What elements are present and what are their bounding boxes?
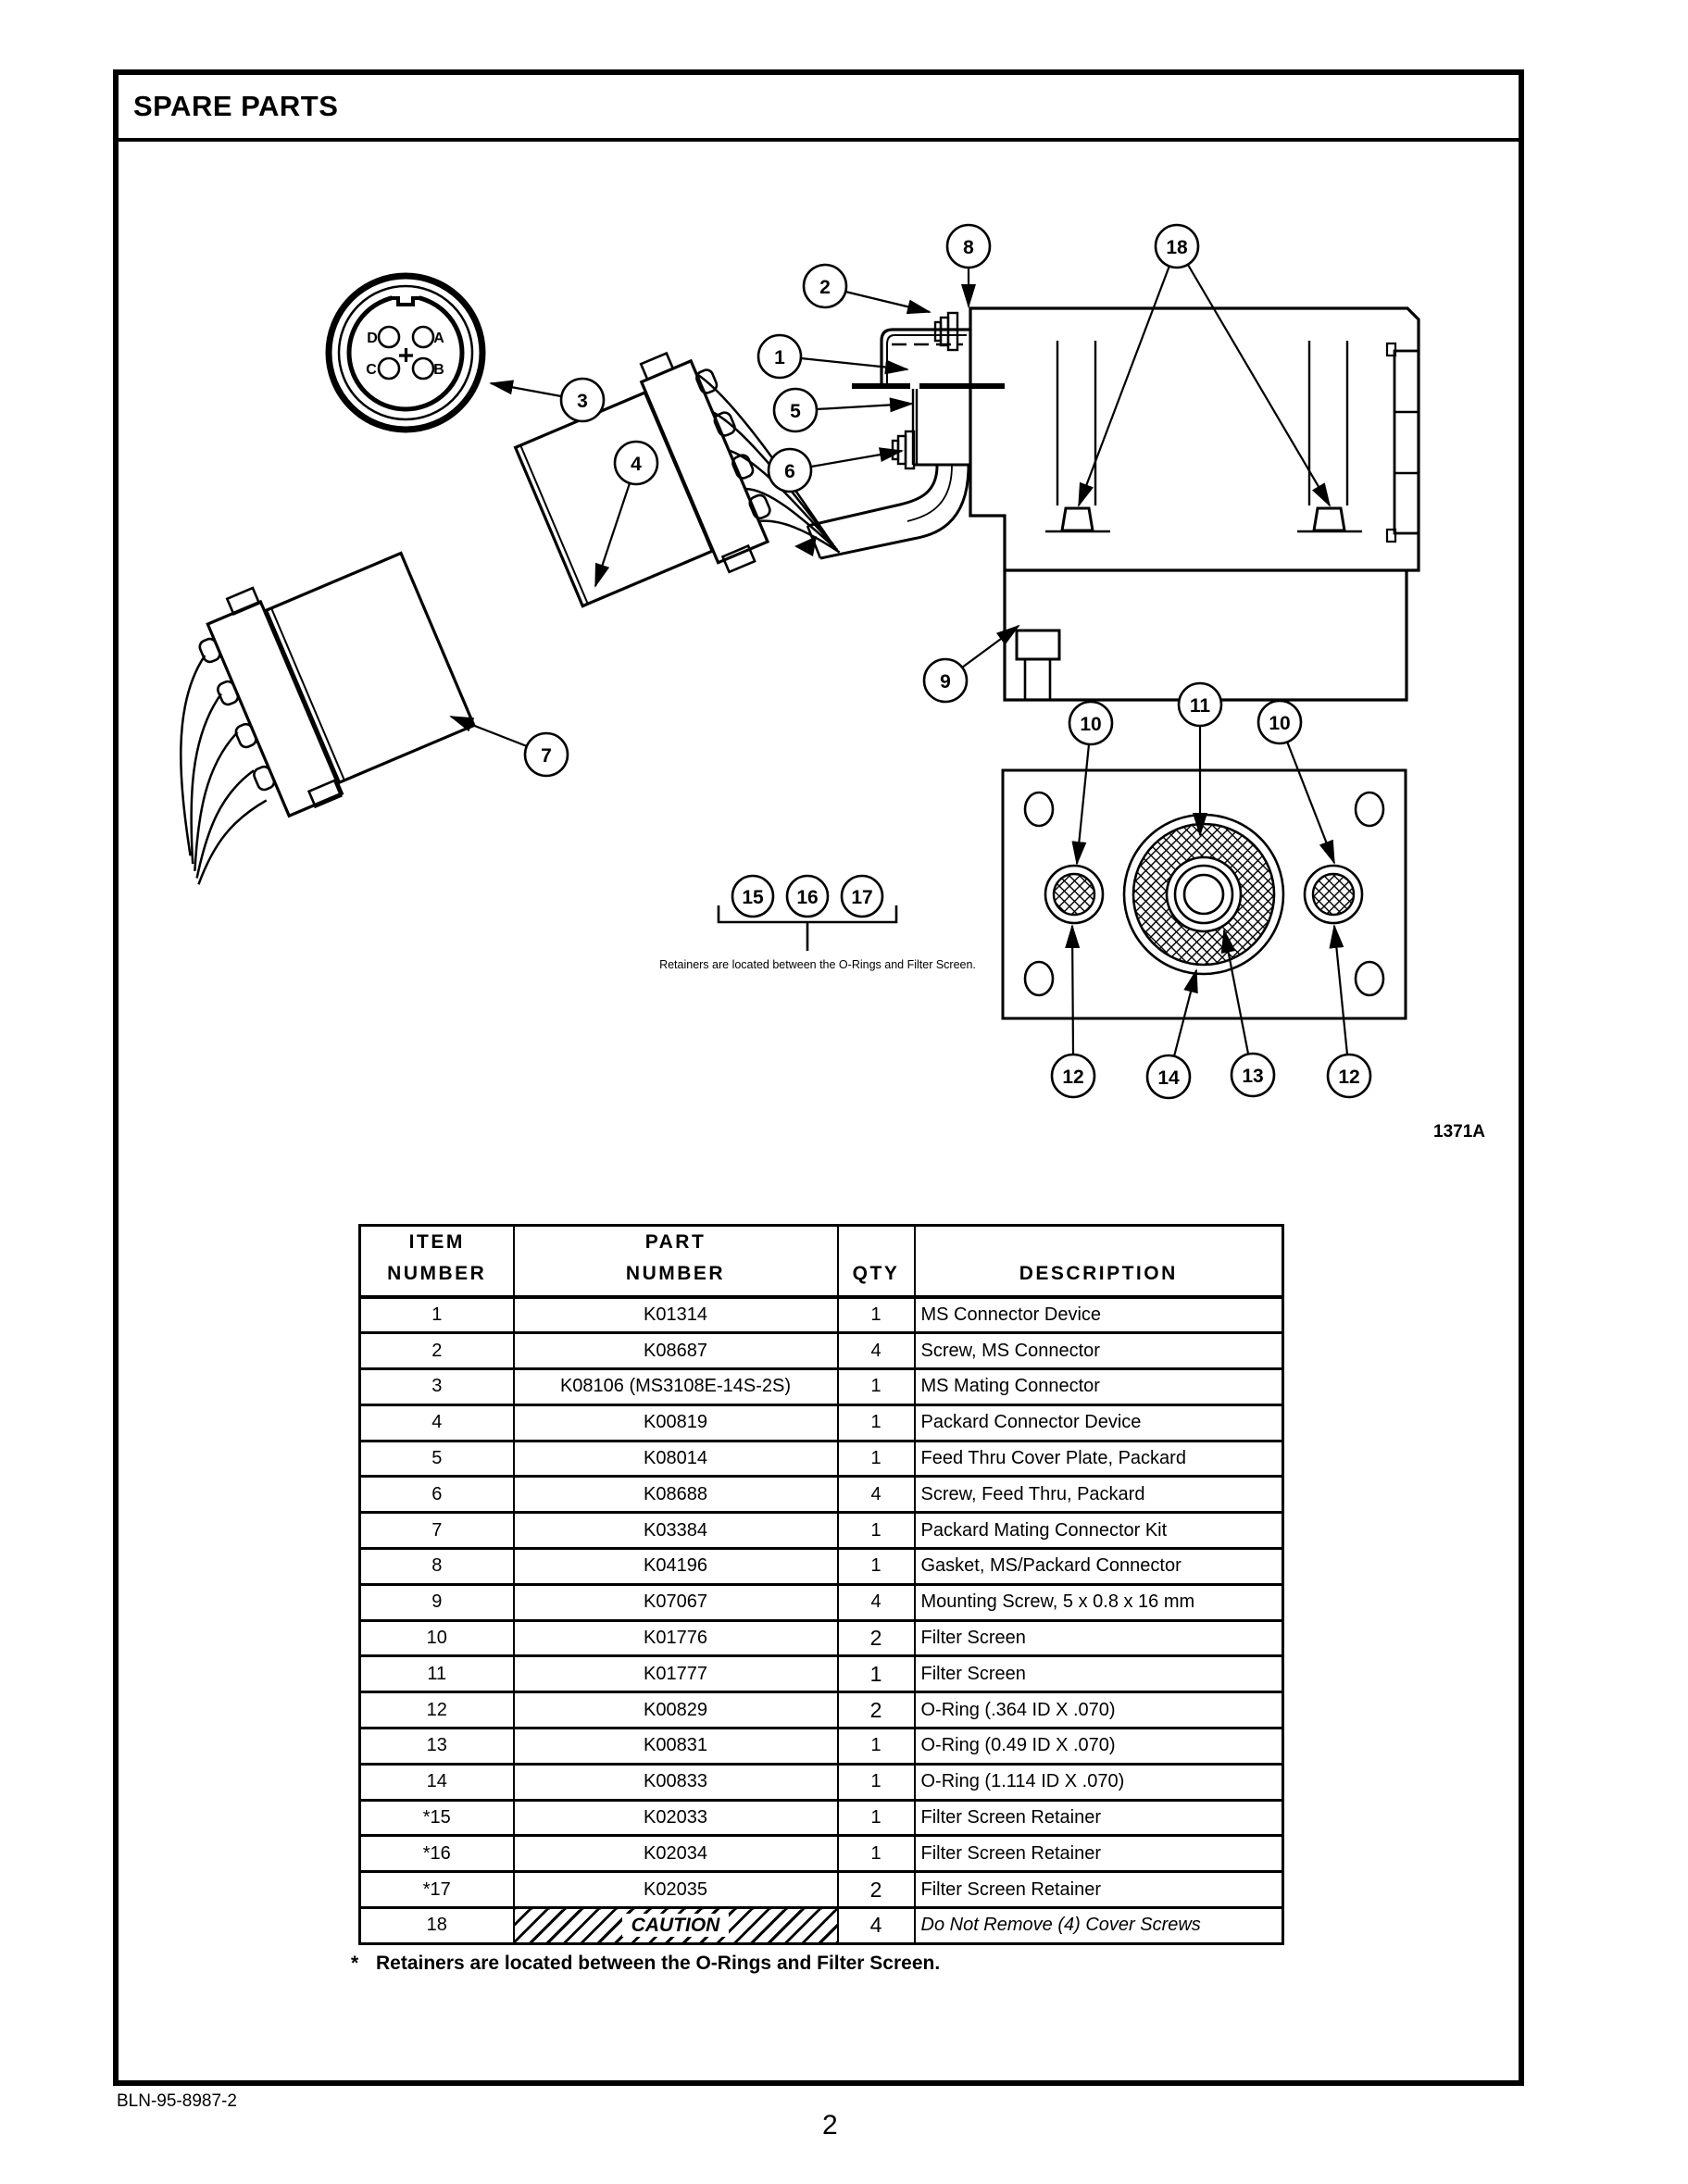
cell-qty: 1 [838, 1369, 915, 1405]
cell-desc: Filter Screen Retainer [915, 1872, 1283, 1908]
cell-part: K08106 (MS3108E-14S-2S) [514, 1369, 838, 1405]
cell-qty: 4 [838, 1908, 915, 1944]
callout-3 [561, 379, 604, 421]
filter-screen-small-right [1313, 874, 1354, 915]
callout-8 [947, 225, 990, 268]
cell-desc: Packard Connector Device [915, 1404, 1283, 1441]
table-header-row [360, 1226, 1283, 1298]
cell-part: K03384 [514, 1513, 838, 1549]
retainer-note: Retainers are located between the O-Rings and Filter Screen. [659, 958, 976, 971]
packard-mating-connector [100, 530, 489, 885]
pin-c [379, 358, 399, 379]
cover-screw-right [1314, 508, 1344, 530]
cell-item: 11 [360, 1656, 514, 1692]
cell-qty: 1 [838, 1656, 915, 1692]
callout-10-left [1069, 702, 1112, 744]
callout-2 [804, 265, 846, 307]
table-row [360, 1477, 1283, 1513]
document-number: BLN-95-8987-2 [117, 2091, 237, 2111]
cell-qty: 4 [838, 1477, 915, 1513]
cell-part: K00829 [514, 1692, 838, 1728]
table-row [360, 1692, 1283, 1728]
callout-9 [924, 659, 967, 702]
cell-item: 6 [360, 1477, 514, 1513]
cell-part: K01314 [514, 1297, 838, 1333]
cell-item: 3 [360, 1369, 514, 1405]
callout-12-right [1328, 1055, 1370, 1097]
plate-hole [1356, 962, 1383, 995]
cell-item: *15 [360, 1800, 514, 1836]
device-body [970, 308, 1419, 700]
callout-1 [758, 335, 801, 378]
pin-label-d: D [367, 331, 378, 346]
col-header-item: ITEM NUMBER [360, 1226, 514, 1298]
cell-qty: 1 [838, 1764, 915, 1800]
cell-item: 2 [360, 1333, 514, 1369]
col-header-qty: QTY [838, 1226, 915, 1298]
cell-item: *16 [360, 1836, 514, 1872]
table-row [360, 1369, 1283, 1405]
cell-item: 7 [360, 1513, 514, 1549]
cell-qty: 1 [838, 1404, 915, 1441]
table-footnote [351, 1953, 940, 1975]
svg-text:13: 13 [1242, 1066, 1264, 1087]
callout-4 [615, 442, 657, 484]
cell-qty: 1 [838, 1836, 915, 1872]
cell-part: K04196 [514, 1549, 838, 1585]
callout-16 [787, 876, 828, 917]
cell-item: *17 [360, 1872, 514, 1908]
cell-item: 14 [360, 1764, 514, 1800]
table-row-caution [360, 1908, 1283, 1944]
cell-part: K00831 [514, 1728, 838, 1765]
table-row [360, 1549, 1283, 1585]
svg-text:10: 10 [1269, 713, 1291, 734]
cell-desc: O-Ring (.364 ID X .070) [915, 1692, 1283, 1728]
cell-item: 18 [360, 1908, 514, 1944]
table-row [360, 1297, 1283, 1333]
cell-item: 13 [360, 1728, 514, 1765]
table-row [360, 1513, 1283, 1549]
cell-desc: Screw, Feed Thru, Packard [915, 1477, 1283, 1513]
screw-channels [1057, 341, 1347, 505]
cell-item: 1 [360, 1297, 514, 1333]
cell-part: K08687 [514, 1333, 838, 1369]
cell-part: K00833 [514, 1764, 838, 1800]
cell-part: K01776 [514, 1620, 838, 1656]
col-header-part: PART NUMBER [514, 1226, 838, 1298]
cell-desc: MS Connector Device [915, 1297, 1283, 1333]
cell-desc: MS Mating Connector [915, 1369, 1283, 1405]
svg-text:6: 6 [784, 461, 795, 482]
filter-screen-plate [1003, 770, 1406, 1018]
cell-qty: 1 [838, 1297, 915, 1333]
cell-item: 8 [360, 1549, 514, 1585]
cell-part: K00819 [514, 1404, 838, 1441]
callout-15 [732, 876, 773, 917]
callout-18 [1156, 225, 1198, 268]
table-row [360, 1728, 1283, 1765]
svg-text:11: 11 [1189, 695, 1211, 717]
cell-item: 12 [360, 1692, 514, 1728]
pin-label-c: C [366, 362, 377, 378]
svg-text:15: 15 [742, 887, 764, 908]
wire-conduit [807, 466, 937, 526]
ms-mating-connector [329, 276, 482, 430]
cell-item: 4 [360, 1404, 514, 1441]
cell-desc: Filter Screen Retainer [915, 1800, 1283, 1836]
page-number: 2 [822, 2110, 838, 2140]
cell-qty: 2 [838, 1692, 915, 1728]
cell-qty: 1 [838, 1728, 915, 1765]
callout-13 [1232, 1054, 1274, 1096]
cell-desc: Filter Screen [915, 1620, 1283, 1656]
cell-part: K01777 [514, 1656, 838, 1692]
cell-part: K02034 [514, 1836, 838, 1872]
pin-label-a: A [433, 331, 444, 346]
callout-6 [769, 449, 811, 492]
callout-11 [1179, 683, 1221, 726]
table-row [360, 1872, 1283, 1908]
cell-qty: 2 [838, 1872, 915, 1908]
cell-part: K02033 [514, 1800, 838, 1836]
cell-qty: 4 [838, 1333, 915, 1369]
cell-qty: 1 [838, 1800, 915, 1836]
svg-text:12: 12 [1062, 1067, 1084, 1088]
table-row [360, 1584, 1283, 1620]
table-row [360, 1764, 1283, 1800]
filter-screen-small-left [1054, 874, 1094, 915]
cell-desc: Do Not Remove (4) Cover Screws [915, 1908, 1283, 1944]
callout-5 [774, 389, 817, 431]
cell-desc: Gasket, MS/Packard Connector [915, 1549, 1283, 1585]
cell-desc: Screw, MS Connector [915, 1333, 1283, 1369]
callout-14 [1147, 1055, 1190, 1098]
figure-number: 1371A [1433, 1122, 1485, 1142]
pin-label-b: B [433, 362, 444, 378]
cell-desc: Filter Screen [915, 1656, 1283, 1692]
connector-bracket [807, 313, 1005, 558]
cell-desc: O-Ring (0.49 ID X .070) [915, 1728, 1283, 1765]
svg-text:7: 7 [541, 745, 552, 767]
caution-label: CAUTION [622, 1914, 730, 1937]
cell-qty: 2 [838, 1620, 915, 1656]
cover-screw-left [1062, 508, 1093, 530]
plate-hole [1025, 962, 1053, 995]
callout-17 [842, 876, 882, 917]
side-connector [1394, 351, 1419, 533]
svg-text:10: 10 [1080, 714, 1102, 735]
svg-text:14: 14 [1157, 1067, 1180, 1089]
table-row [360, 1836, 1283, 1872]
table-row [360, 1333, 1283, 1369]
cell-qty: 1 [838, 1549, 915, 1585]
cell-desc: Filter Screen Retainer [915, 1836, 1283, 1872]
pin-a [413, 327, 433, 347]
svg-text:5: 5 [790, 401, 801, 422]
svg-text:12: 12 [1338, 1067, 1360, 1088]
cell-desc: O-Ring (1.114 ID X .070) [915, 1764, 1283, 1800]
polarity-cross [399, 348, 413, 362]
footnote-marker: * [351, 1953, 359, 1974]
mounting-screw [1017, 630, 1059, 659]
svg-text:8: 8 [963, 237, 974, 258]
svg-text:18: 18 [1166, 237, 1188, 258]
plate-hole [1025, 792, 1053, 826]
svg-text:1: 1 [774, 347, 785, 368]
cell-part: K08014 [514, 1441, 838, 1477]
col-header-description: DESCRIPTION [915, 1226, 1283, 1298]
table-row [360, 1656, 1283, 1692]
cell-qty: 1 [838, 1513, 915, 1549]
table-row [360, 1620, 1283, 1656]
cell-qty: 4 [838, 1584, 915, 1620]
callout-7 [525, 733, 568, 776]
footnote-text: Retainers are located between the O-Rings and Filter Screen. [376, 1953, 941, 1974]
cell-part: K08688 [514, 1477, 838, 1513]
cell-part: K07067 [514, 1584, 838, 1620]
table-row [360, 1441, 1283, 1477]
cell-caution [514, 1908, 838, 1944]
table-row [360, 1800, 1283, 1836]
parts-table [358, 1224, 1284, 1945]
svg-text:9: 9 [940, 671, 951, 693]
cell-desc: Feed Thru Cover Plate, Packard [915, 1441, 1283, 1477]
cell-desc: Packard Mating Connector Kit [915, 1513, 1283, 1549]
lower-housing [1005, 570, 1407, 700]
cell-item: 9 [360, 1584, 514, 1620]
svg-text:17: 17 [851, 887, 873, 908]
plate-hole [1356, 792, 1383, 826]
cell-item: 5 [360, 1441, 514, 1477]
cell-qty: 1 [838, 1441, 915, 1477]
callout-10-right [1258, 701, 1301, 743]
page-title: SPARE PARTS [133, 90, 339, 122]
pin-d [379, 327, 399, 347]
retainer-group-bracket [659, 905, 976, 971]
cell-part: K02035 [514, 1872, 838, 1908]
callout-12-left [1052, 1055, 1094, 1097]
svg-text:16: 16 [796, 887, 819, 908]
svg-text:2: 2 [819, 277, 831, 298]
table-row [360, 1404, 1283, 1441]
cell-desc: Mounting Screw, 5 x 0.8 x 16 mm [915, 1584, 1283, 1620]
cell-item: 10 [360, 1620, 514, 1656]
wire-fan [117, 655, 286, 884]
svg-text:3: 3 [577, 391, 588, 412]
pin-b [413, 358, 433, 379]
svg-text:4: 4 [631, 454, 642, 475]
